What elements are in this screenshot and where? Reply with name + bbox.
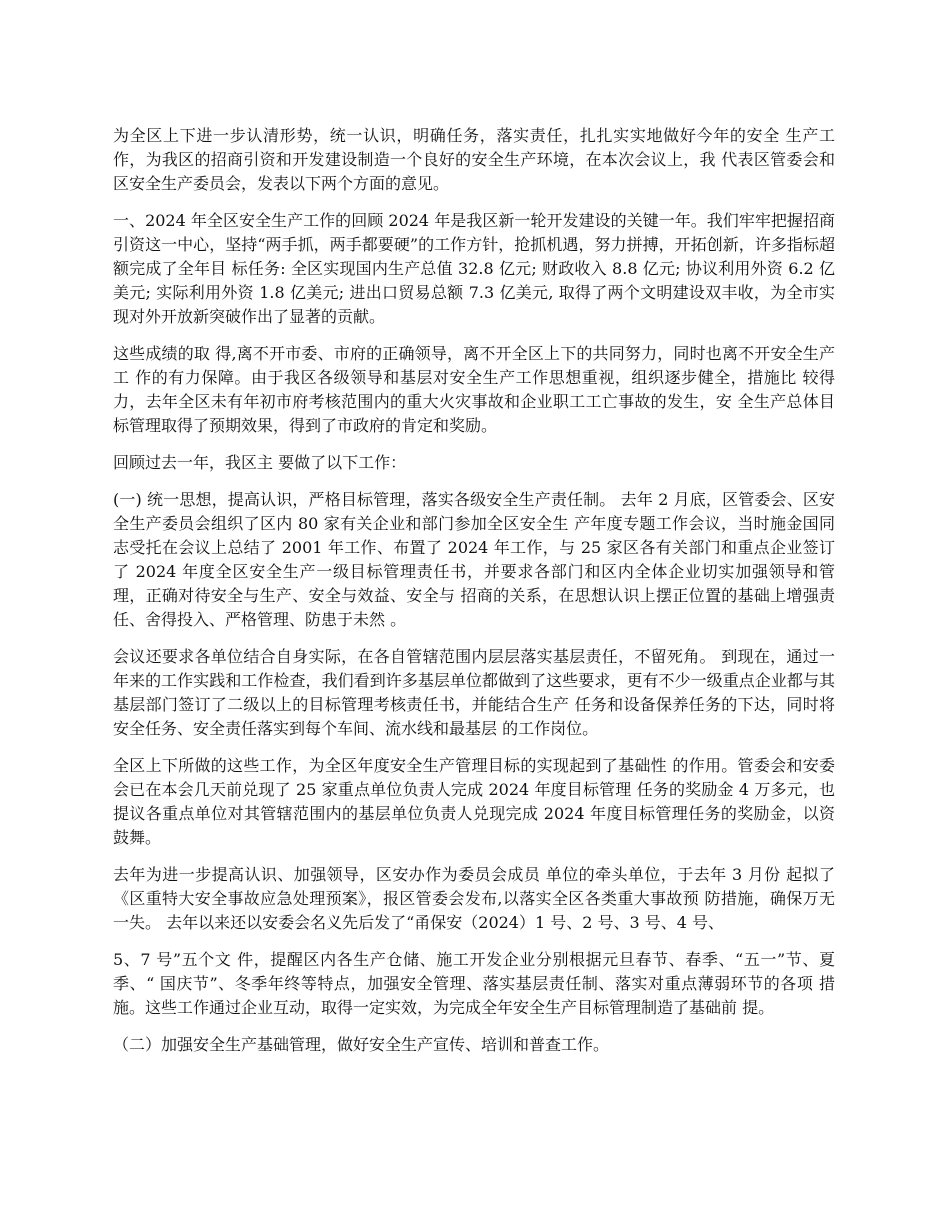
paragraph-review-2024: 一、2024 年全区安全生产工作的回顾 2024 年是我区新一轮开发建设的关键一年。我们牢牢把握招商引资这一中心，坚持“两手抓，两手都要硬”的工作方针，抢抓机遇，努力拼搏，开拓创新，许多指标超额完成了全年目 标任务: 全区实现国内生产总值 32.8 亿元; 财政收入 8.8 亿元; 协议利用外资 6.2 亿美元; 实际利用外资 1.8 亿美元; 进出口贸易总额 7.3 亿美元, 取得了两个文明建设双丰收，为全市实现对外开放新突破作出了显著的贡献。 [113,211,835,326]
document-body [113,124,835,1070]
paragraph-notices: 5、7 号”五个文 件，提醒区内各生产仓储、施工开发企业分别根据元旦春节、春季、“五一”节、夏季、“ 国庆节”、冬季年终等特点，加强安全管理、落实基层责任制、落实对重点薄弱环节的各项 措施。这些工作通过企业互动，取得一定实效，为完成全年安全生产目标管理制造了基础前 提。 [113,950,835,1017]
paragraph-emergency-plan: 去年为进一步提高认识、加强领导，区安办作为委员会成员 单位的牵头单位，于去年 3 月份 起拟了《区重特大安全事故应急处理预案》，报区管委会发布,以落实全区各类重大事故预 防措施，确保万无一失。 去年以来还以安委会名义先后发了“甬保安（2024）1 号、2 号、3 号、4 号、 [113,865,835,932]
paragraph-section-one: (一) 统一思想，提高认识，严格目标管理，落实各级安全生产责任制。 去年 2 月底，区管委会、区安全生产委员会组织了区内 80 家有关企业和部门参加全区安全生 产年度专题工作会议，当时施金国同志受托在会议上总结了 2001 年工作、布置了 2024 年工作，与 25 家区各有关部门和重点企业签订了 2024 年度全区安全生产一级目标管理责任书，并要求各部门和区内全体企业切实加强领导和管理，正确对待安全与生产、安全与效益、安全与 招商的关系，在思想认识上摆正位置的基础上增强责任、舍得投入、严格管理、防患于未然 。 [113,490,835,629]
paragraph-intro: 为全区上下进一步认清形势，统一认识，明确任务，落实责任，扎扎实实地做好今年的安全 生产工作，为我区的招商引资和开发建设制造一个良好的安全生产环境，在本次会议上，我 代表区管委会和区安全生产委员会，发表以下两个方面的意见。 [113,126,835,193]
paragraph-work-intro: 回顾过去一年，我区主 要做了以下工作： [113,453,407,472]
paragraph-section-two-heading: （二）加强安全生产基础管理，做好安全生产宣传、培训和普查工作。 [113,1035,610,1054]
paragraph-foundation-work: 全区上下所做的这些工作，为全区年度安全生产管理目标的实现起到了基础性 的作用。管委会和安委会已在本会几天前兑现了 25 家重点单位负责人完成 2024 年度目标管理 任务的奖励金 4 万多元，也提议各重点单位对其管辖范围内的基层单位负责人兑现完成 2024 年度目标管理任务的奖励金，以资鼓舞。 [113,756,835,847]
paragraph-achievements: 这些成绩的取 得,离不开市委、市府的正确领导，离不开全区上下的共同努力，同时也离不开安全生产工 作的有力保障。由于我区各级领导和基层对安全生产工作思想重视，组织逐步健全，措施比 较得力，去年全区未有年初市府考核范围内的重大火灾事故和企业职工工亡事故的发生，安 全生产总体目标管理取得了预期效果，得到了市政府的肯定和奖励。 [113,344,835,435]
paragraph-meeting-requirements: 会议还要求各单位结合自身实际，在各自管辖范围内层层落实基层责任，不留死角。 到现在，通过一年来的工作实践和工作检查，我们看到许多基层单位都做到了这些要求，更有不少一级重点企业都与其基层部门签订了二级以上的目标管理考核责任书，并能结合生产 任务和设备保养任务的下达，同时将安全任务、安全责任落实到每个车间、流水线和最基层 的工作岗位。 [113,647,835,738]
